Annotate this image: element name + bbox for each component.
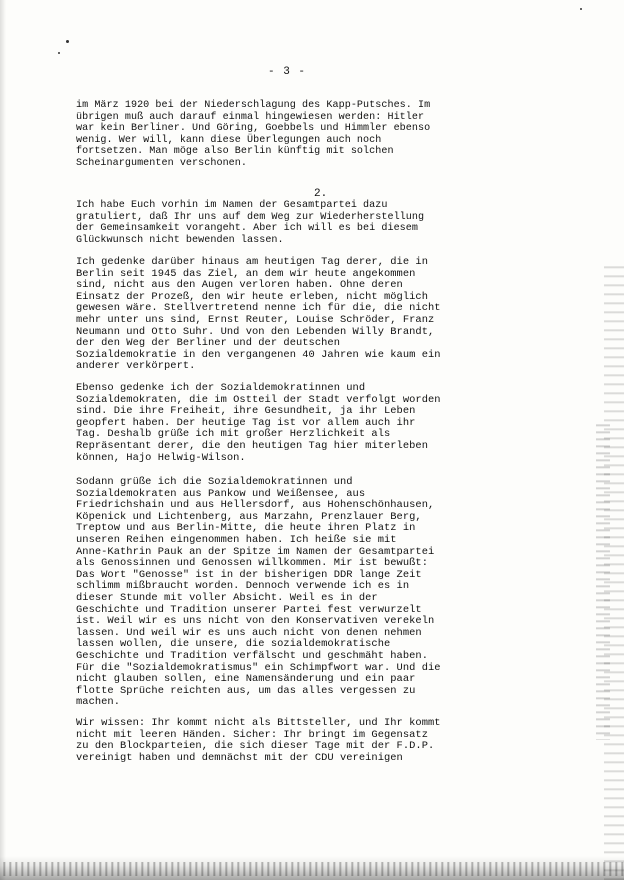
text-line: können, Hajo Helwig-Wilson. <box>76 451 246 464</box>
text-line: der den Weg der Berliner und der deutschen <box>76 337 340 350</box>
section-number: 2. <box>314 188 328 200</box>
text-line: ist. Weil wir es uns nicht von den Konservativen verekeln <box>76 615 435 628</box>
text-line: Tag. Deshalb grüße ich mit großer Herzlichkeit als <box>76 428 391 441</box>
text-line: übrigen muß auch darauf einmal hingewiesen werden: Hitler <box>76 111 425 123</box>
scan-speck <box>66 40 69 43</box>
text-line: sind, nicht aus den Augen verloren haben. Ohne deren <box>76 279 403 292</box>
text-line: Wir wissen: Ihr kommt nicht als Bittsteller, und Ihr kommt <box>76 717 441 729</box>
scan-edge-left <box>0 0 6 880</box>
text-line: Neumann und Otto Suhr. Und von den Lebenden Willy Brandt, <box>76 325 435 338</box>
text-line: wenig. Wer will, kann diese Überlegungen auch noch <box>76 134 382 146</box>
text-line: unseren Reihen eingenommen haben. Ich heiße sie mit <box>76 533 397 546</box>
text-line: Berlin seit 1945 das Ziel, an dem wir heute angekommen <box>76 267 416 280</box>
text-line: flotte Sprüche reichten aus, um das alles vergessen zu <box>76 684 416 697</box>
text-line: Geschichte und Tradition verfälscht und geschmäht haben. <box>76 649 428 662</box>
scan-edge-bottom <box>0 856 624 880</box>
text-line: nicht mit leeren Händen. Sicher: Ihr bringt im Gegensatz <box>76 728 428 741</box>
text-line: gewesen wäre. Stellvertretend nenne ich für die, die nicht <box>76 302 441 315</box>
paragraph-gruss-genossen <box>76 477 496 709</box>
text-line: als Genossinnen und Genossen willkommen. Mir ist bewußt: <box>76 557 428 570</box>
text-line: zu den Blockparteien, die sich dieser Tage mit der F.D.P. <box>76 740 435 753</box>
text-line: Anne-Kathrin Pauk an der Spitze im Namen der Gesamtpartei <box>76 545 435 558</box>
text-line: Friedrichshain und aus Hellersdorf, aus Hohenschönhausen, <box>76 499 435 512</box>
scan-edge-right <box>604 260 624 880</box>
text-line: lassen. Und weil wir es uns auch nicht von denen nehmen <box>76 626 422 639</box>
text-line: nicht glauben sollen, eine Namensänderung und ein paar <box>76 673 416 686</box>
text-line: im März 1920 bei der Niederschlagung des Kapp-Putsches. Im <box>76 100 431 111</box>
paragraph-bittsteller <box>76 718 496 764</box>
text-line: Sozialdemokratie in den vergangenen 40 Jahren wie kaum ein <box>76 348 441 361</box>
paragraph-kapp-putsch <box>76 100 496 170</box>
text-line: anderer verkörpert. <box>76 360 196 373</box>
scan-speck <box>58 52 60 54</box>
text-line: Repräsentant derer, die den heutigen Tag hier miterleben <box>76 439 428 452</box>
text-line: mehr unter uns sind, Ernst Reuter, Louise Schröder, Franz <box>76 313 435 326</box>
text-line: Das Wort "Genosse" ist in der bisherigen DDR lange Zeit <box>76 568 422 581</box>
text-line: der Gemeinsamkeit vorangeht. Aber ich will es bei diesem <box>76 223 419 235</box>
text-line: machen. <box>76 696 120 709</box>
text-line: Sozialdemokraten, die im Ostteil der Stadt verfolgt worden <box>76 393 441 406</box>
paragraph-gedenken-berlin <box>76 257 496 373</box>
text-line: Für die "Sozialdemokratismus" ein Schimpfwort war. Und die <box>76 661 441 674</box>
text-line: gratuliert, daß Ihr uns auf dem Weg zur Wiederherstellung <box>76 211 425 223</box>
text-line: Köpenick und Lichtenberg, aus Marzahn, Prenzlauer Berg, <box>76 510 422 523</box>
text-line: vereinigt haben und demnächst mit der CDU vereinigen <box>76 751 403 764</box>
text-line: Ich gedenke darüber hinaus am heutigen Tag derer, die in <box>76 256 428 268</box>
text-line: Scheinargumenten verschonen. <box>76 157 248 169</box>
text-line: Sodann grüße ich die Sozialdemokratinnen und <box>76 476 353 488</box>
text-line: Ich habe Euch vorhin im Namen der Gesamtpartei dazu <box>76 200 388 211</box>
scan-edge-right-noise <box>596 420 610 740</box>
text-line: Geschichte und Tradition unserer Partei fest verwurzelt <box>76 603 422 616</box>
text-line: Glückwunsch nicht bewenden lassen. <box>76 234 284 246</box>
text-line: Ebenso gedenke ich der Sozialdemokratinnen und <box>76 382 366 394</box>
text-line: schlimm mißbraucht worden. Dennoch verwende ich es in <box>76 580 410 593</box>
text-line: geopfert haben. Der heutige Tag ist vor allem auch ihr <box>76 416 416 429</box>
paragraph-glueckwunsch <box>76 200 496 246</box>
text-line: Sozialdemokraten aus Pankow und Weißensee, aus <box>76 487 366 500</box>
paragraph-gedenken-ostteil <box>76 383 496 464</box>
text-line: dieser Stunde mit voller Absicht. Weil es in der <box>76 591 378 604</box>
text-line: Treptow und aus Berlin-Mitte, die heute ihren Platz in <box>76 522 416 535</box>
text-line: sind. Die ihre Freiheit, ihre Gesundheit, ja ihr Leben <box>76 405 416 418</box>
text-line: Einsatz der Prozeß, den wir heute erleben, nicht möglich <box>76 290 428 303</box>
page-number: - 3 - <box>268 66 307 78</box>
text-line: lassen wollen, die unsere, die sozialdemokratische <box>76 638 391 651</box>
scan-edge-bottom-noise <box>0 862 624 876</box>
text-line: fortsetzen. Man möge also Berlin künftig mit solchen <box>76 146 394 158</box>
scan-speck <box>580 8 582 10</box>
text-line: war kein Berliner. Und Göring, Goebbels und Himmler ebenso <box>76 123 431 135</box>
